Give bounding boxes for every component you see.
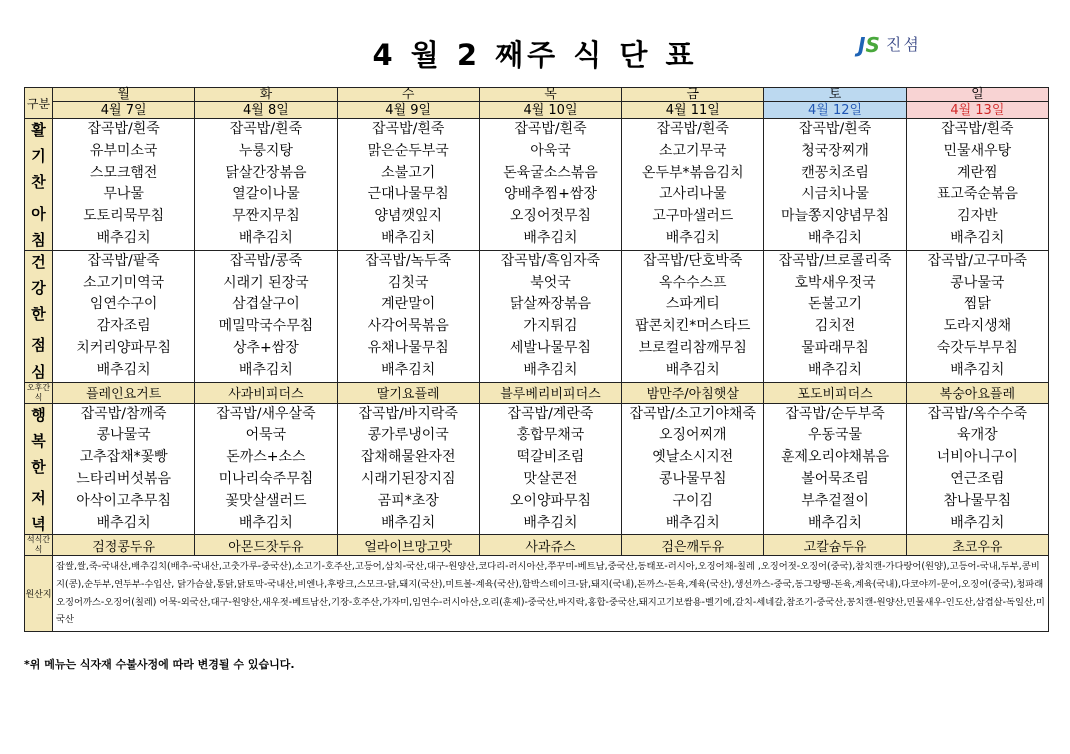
meal-label-char: 활 [31,121,46,139]
menu-item: 배추김치 [238,361,293,378]
menu-item: 누룽지탕 [238,142,293,159]
menu-item: 닭살간장볶음 [225,164,307,181]
menu-item: 배추김치 [807,229,863,246]
lunch-menu-cell [906,250,1048,382]
menu-item: 곰피*초장 [377,492,439,509]
menu-item: 잡곡밥/순두부죽 [785,405,885,422]
menu-item: 콩가루냉이국 [367,427,449,444]
snack-item: 플레인요거트 [53,382,195,403]
menu-item: 옛날소시지전 [652,449,734,466]
menu-item: 잡곡밥/흑임자죽 [500,252,601,269]
menu-item: 열갈이나물 [232,186,300,203]
snack-item: 블루베리비피더스 [479,382,621,403]
snack-item: 딸기요플레 [337,382,479,403]
menu-item: 배추김치 [665,229,720,246]
menu-item: 부추겉절이 [801,492,869,509]
menu-item: 소고기무국 [658,142,727,159]
menu-item: 옥수수스프 [658,274,727,291]
menu-item: 볼어묵조림 [801,470,869,487]
meal-label-char: 저 [31,489,46,508]
menu-item: 잡곡밥/흰죽 [656,121,729,137]
menu-item: 잡채해물완자전 [360,449,456,466]
logo-letter-j: J [858,32,866,57]
menu-item: 배추김치 [665,361,720,378]
menu-item: 양념깻잎지 [374,208,443,225]
menu-item: 근대나물무침 [367,186,449,203]
menu-table [24,87,1049,632]
menu-item: 배추김치 [807,514,863,531]
menu-item: 돈불고기 [807,296,863,313]
logo-mark [858,33,880,55]
menu-item: 팝콘치킨*머스타드 [635,318,751,335]
dinner-menu-cell [764,403,906,535]
dinner-menu-cell [53,403,195,535]
menu-item: 호박새우젓국 [794,274,876,291]
menu-item: 세발나물무침 [509,339,592,356]
lunch-row [25,250,1049,382]
logo-letter-s: S [865,32,880,57]
lunch-label [25,250,53,382]
menu-item: 콩나물국 [96,427,151,444]
menu-item: 삼겹살구이 [232,296,300,313]
menu-item: 떡갈비조림 [516,449,585,466]
menu-item: 양배추찜+쌈장 [504,186,597,203]
menu-item: 북엇국 [530,274,571,291]
company-logo [858,32,921,55]
page-title: 4 월 2 째주 식 단 표 [372,38,698,72]
dinner-menu-cell [622,403,764,535]
menu-item: 치커리양파무침 [76,339,171,356]
menu-item: 감자조림 [96,318,151,335]
day-date: 4월 13일 [906,102,1048,119]
breakfast-menu-cell [764,119,906,251]
menu-item: 메밀막국수무침 [218,318,314,335]
menu-item: 계란찜 [957,164,998,181]
day-date: 4월 9일 [337,102,479,119]
menu-item: 사각어묵볶음 [367,318,449,335]
menu-item: 배추김치 [381,514,436,531]
lunch-menu-cell [622,250,764,382]
menu-item: 잡곡밥/소고기야채죽 [629,405,756,422]
menu-item: 무나물 [103,186,144,203]
menu-item: 유채나물무침 [367,339,449,356]
menu-item: 표고죽순볶음 [936,186,1018,203]
menu-item: 잡곡밥/흰죽 [229,121,303,137]
menu-item: 잡곡밥/새우살죽 [216,405,316,422]
menu-item: 맑은순두부국 [367,142,449,159]
menu-item: 오이양파무침 [509,492,592,509]
meal-label-char: 한 [31,457,46,476]
menu-item: 고사리나물 [658,186,727,203]
dinner-label [25,403,53,535]
snack-item: 검은깨두유 [622,535,764,556]
breakfast-menu-cell [622,119,764,251]
lunch-menu-cell [337,250,479,382]
menu-item: 오징어찌개 [658,427,727,444]
menu-item: 잡곡밥/단호박죽 [643,252,743,269]
logo-name: 진셤 [885,35,921,54]
snack-item: 얼라이브망고맛 [337,535,479,556]
menu-item: 연근조림 [950,470,1005,487]
breakfast-menu-cell [479,119,621,251]
menu-item: 상추+쌈장 [233,339,299,356]
menu-item: 잡곡밥/녹두죽 [365,252,452,269]
menu-item: 김칫국 [387,274,429,291]
menu-item: 도라지생채 [943,318,1012,335]
menu-item: 마늘쫑지양념무침 [780,208,890,225]
menu-item: 계란말이 [381,296,436,313]
menu-item: 배추김치 [807,361,863,378]
menu-item: 잡곡밥/참깨죽 [80,405,167,422]
menu-change-note: *위 메뉴는 식자재 수불사정에 따라 변경될 수 있습니다. [24,658,295,671]
menu-item: 잡곡밥/흰죽 [514,121,587,137]
lunch-menu-cell [764,250,906,382]
menu-item: 미나리숙주무침 [218,470,314,487]
menu-item: 숙갓두부무침 [936,339,1018,356]
meal-label-char: 찬 [31,173,46,192]
day-name: 수 [337,88,479,102]
menu-item: 홍합무채국 [516,427,585,444]
dinner-menu-cell [337,403,479,535]
breakfast-menu-cell [195,119,337,251]
menu-item: 배추김치 [950,514,1005,531]
lunch-menu-cell [195,250,337,382]
snack-label: 오후간식 [25,382,53,403]
menu-item: 고추잡채*꽃빵 [79,449,168,466]
menu-item: 시래기된장지짐 [360,470,456,487]
breakfast-menu-cell [337,119,479,251]
menu-item: 배추김치 [381,229,436,246]
menu-item: 무짠지무침 [232,208,300,225]
snack-item: 사과쥬스 [479,535,621,556]
menu-item: 민물새우탕 [943,142,1012,159]
menu-item: 느타리버섯볶음 [76,470,171,487]
lunch-menu-cell [479,250,621,382]
menu-item: 우동국물 [807,427,863,444]
menu-item: 김자반 [957,208,998,225]
meal-label-char: 복 [31,431,46,450]
menu-item: 가지튀김 [523,318,578,335]
menu-item: 닭살짜장볶음 [509,296,592,313]
day-name: 월 [53,88,195,102]
lunch-menu-cell [53,250,195,382]
meal-label-char: 한 [31,305,46,324]
day-name: 일 [906,88,1048,102]
meal-label-char: 강 [31,278,46,297]
day-date: 4월 12일 [764,102,906,119]
menu-item: 맛살콘전 [523,470,578,487]
snack-item: 검정콩두유 [53,535,195,556]
snack-item: 사과비피더스 [195,382,337,403]
snack-row [25,535,1049,556]
meal-label-char: 건 [31,252,46,271]
menu-item: 찜닭 [963,296,991,313]
menu-item: 고구마샐러드 [652,208,734,225]
meal-label-char: 심 [31,362,46,381]
menu-item: 너비아니구이 [936,449,1018,466]
origin-row [25,556,1049,631]
menu-item: 배추김치 [381,361,436,378]
menu-item: 스모크햄전 [89,164,158,181]
menu-item: 배추김치 [665,514,720,531]
dinner-menu-cell [195,403,337,535]
menu-item: 배추김치 [238,514,293,531]
menu-item: 아삭이고추무침 [76,492,171,509]
menu-item: 유부미소국 [89,142,158,159]
snack-item: 포도비피더스 [764,382,906,403]
menu-item: 배추김치 [523,229,578,246]
meal-label-char: 아 [31,204,46,223]
menu-item: 잡곡밥/팥죽 [87,252,160,269]
menu-item: 물파래무침 [801,339,869,356]
day-date: 4월 8일 [195,102,337,119]
meal-label-char: 침 [31,230,46,249]
menu-item: 청국장찌개 [801,142,869,159]
menu-item: 배추김치 [238,229,293,246]
snack-item: 고칼슘두유 [764,535,906,556]
origin-label: 원산지 [25,556,53,631]
menu-item: 참나물무침 [943,492,1012,509]
menu-item: 잡곡밥/고구마죽 [927,252,1028,269]
snack-item: 아몬드잣두유 [195,535,337,556]
menu-item: 돈까스+소스 [226,449,306,466]
menu-item: 잡곡밥/계란죽 [507,405,594,422]
origin-text: 잡쌀,쌀,죽-국내산,배추김치(배추-국내산,고춧가루-중국산),소고기-호주산,고등어,삼치-국산,대구-원양산,코다리-러시아산,쭈꾸미-베트남,중국산,동태포-러시아,오징어채-칠레 ,오징어젓-오징어(중국),참치캔-가다랑어(원양),고등어-국내,두부,콩비지(콩),순두부,연두부-수입산, 닭가슴살,통닭,닭토막-국내산,비엔나,후랑크,스모크-닭,돼지(국산),미트볼-계육(국산),함박스테이크-닭,돼지(국내),돈까스-돈육,계육(국산),생선까스-중국,동그랑땡-돈육,계육(국내),다코야끼-문어,오징어(중국),청파래오징어까스-오징어(칠레) 어묵-외국산,대구-원양산,새우젓-베트남산,기장-호주산,가자미,임연수-러시아산,오리(훈제)-중국산,바지락,홍합-중국산,돼지고기보쌈용-벨기에,갈치-세네갈,참조기-중국산,꽁치캔-원양산,민물새우-인도산,삼겹살-독일산,미국산 [53,556,1049,631]
day-name: 토 [764,88,906,102]
menu-item: 스파게티 [665,296,720,313]
menu-item: 시래기 된장국 [223,274,309,291]
breakfast-row [25,119,1049,251]
menu-item: 아욱국 [530,142,571,159]
snack-item: 복숭아요플레 [906,382,1048,403]
meal-label-char: 녁 [31,515,46,534]
menu-item: 콩나물국 [950,274,1005,291]
breakfast-menu-cell [53,119,195,251]
menu-item: 배추김치 [96,229,151,246]
menu-item: 배추김치 [523,514,578,531]
menu-item: 잡곡밥/콩죽 [229,252,303,269]
menu-item: 배추김치 [950,229,1005,246]
menu-item: 잡곡밥/흰죽 [798,121,872,137]
columns-label: 구분 [25,88,53,119]
menu-item: 시금치나물 [801,186,869,203]
day-name: 화 [195,88,337,102]
menu-item: 구이김 [672,492,714,509]
menu-item: 돈육굴소스볶음 [503,164,598,181]
dinner-menu-cell [479,403,621,535]
snack-item: 밤만주/아침햇살 [622,382,764,403]
day-date: 4월 7일 [53,102,195,119]
day-name: 목 [479,88,621,102]
menu-item: 잡곡밥/흰죽 [941,121,1014,137]
day-date: 4월 10일 [479,102,621,119]
menu-item: 캔꽁치조림 [801,164,869,181]
menu-item: 콩나물무침 [658,470,727,487]
menu-item: 꽃맛살샐러드 [225,492,307,509]
breakfast-menu-cell [906,119,1048,251]
meal-label-char: 점 [31,336,46,355]
day-name: 금 [622,88,764,102]
menu-item: 잡곡밥/흰죽 [372,121,445,137]
menu-item: 브로컬리참깨무침 [638,339,747,356]
menu-item: 잡곡밥/바지락죽 [358,405,458,422]
menu-item: 잡곡밥/옥수수죽 [927,405,1028,422]
menu-item: 도토리묵무침 [83,208,165,225]
menu-item: 소불고기 [381,164,436,181]
dinner-row [25,403,1049,535]
menu-item: 육개장 [957,427,998,444]
meal-label-char: 행 [31,405,46,424]
menu-item: 어묵국 [245,427,287,444]
snack-item: 초코우유 [906,535,1048,556]
menu-item: 배추김치 [96,361,151,378]
menu-item: 온두부*볶음김치 [641,164,744,181]
menu-item: 배추김치 [950,361,1005,378]
menu-item: 배추김치 [523,361,578,378]
snack-row [25,382,1049,403]
meal-label-char: 기 [31,147,46,166]
breakfast-label [25,119,53,251]
menu-item: 잡곡밥/흰죽 [87,121,160,137]
menu-item: 임연수구이 [89,296,158,313]
menu-item: 잡곡밥/브로콜리죽 [778,252,892,269]
menu-item: 오징어젓무침 [509,208,592,225]
menu-item: 소고기미역국 [83,274,165,291]
menu-item: 김치전 [814,318,856,335]
dinner-menu-cell [906,403,1048,535]
menu-item: 훈제오리야채볶음 [780,449,890,466]
day-date: 4월 11일 [622,102,764,119]
menu-item: 배추김치 [96,514,151,531]
snack-label: 석식간식 [25,535,53,556]
